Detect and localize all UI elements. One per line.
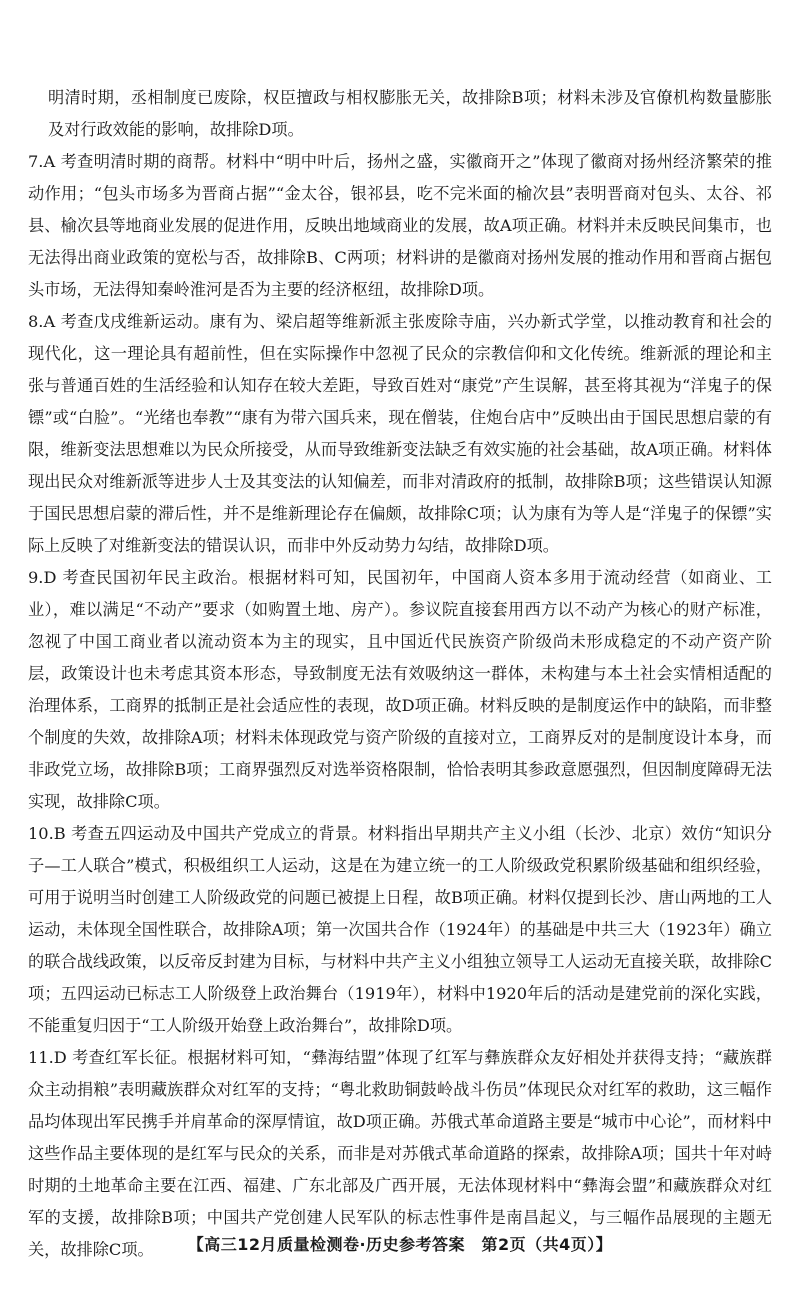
answer-9 [28,562,772,818]
answer-7 [28,146,772,306]
answer-10 [28,818,772,1042]
answer-8 [28,306,772,562]
top-continuation: 明清时期，丞相制度已废除，权臣擅政与相权膨胀无关，故排除B项；材料未涉及官僚机构数量膨胀及对行政效能的影响，故排除D项。 [48,88,772,139]
answer-8-text: 考查戊戌维新运动。康有为、梁启超等维新派主张废除寺庙，兴办新式学堂，以推动教育和社会的现代化，这一理论具有超前性，但在实际操作中忽视了民众的宗教信仰和文化传统。维新派的理论和主张与普通百姓的生活经验和认知存在较大差距，导致百姓对“康党”产生误解，甚至将其视为“洋鬼子的保镖”或“白脸”。“光绪也奉教”“康有为带六国兵来，现在僧装，住炮台店中”反映出由于国民思想启蒙的有限，维新变法思想难以为民众所接受，从而导致维新变法缺乏有效实施的社会基础，故A项正确。材料体现出民众对维新派等进步人士及其变法的认知偏差，而非对清政府的抵制，故排除B项；这些错误认知源于国民思想启蒙的滞后性，并不是维新理论存在偏颇，故排除C项；认为康有为等人是“洋鬼子的保镖”实际上反映了对维新变法的错误认识，而非中外反动势力勾结，故排除D项。 [28,312,772,555]
answer-10-label: 10.B [28,824,66,843]
answer-9-text: 考查民国初年民主政治。根据材料可知，民国初年，中国商人资本多用于流动经营（如商业、工业），难以满足“不动产”要求（如购置土地、房产）。参议院直接套用西方以不动产为核心的财产标准，忽视了中国工商业者以流动资本为主的现实，且中国近代民族资产阶级尚未形成稳定的不动产资产阶层，政策设计也未考虑其资本形态，导致制度无法有效吸纳这一群体，未构建与本土社会实情相适配的治理体系，工商界的抵制正是社会适应性的表现，故D项正确。材料反映的是制度运作中的缺陷，而非整个制度的失效，故排除A项；材料未体现政党与资产阶级的直接对立，工商界反对的是制度设计本身，而非政党立场，故排除B项；工商界强烈反对选举资格限制，恰恰表明其参政意愿强烈，但因制度障碍无法实现，故排除C项。 [28,568,772,811]
page-footer: 【高三12月质量检测卷·历史参考答案 第2页（共4页）】 [187,1235,613,1254]
answer-9-label: 9.D [28,568,57,587]
answer-11-label: 11.D [28,1048,67,1067]
answer-7-label: 7.A [28,152,56,171]
answer-7-text: 考查明清时期的商帮。材料中“明中叶后，扬州之盛，实徽商开之”体现了徽商对扬州经济繁荣的推动作用；“包头市场多为晋商占据”“金太谷，银祁县，吃不完米面的榆次县”表明晋商对包头、太谷、祁县、榆次县等地商业发展的促进作用，反映出地域商业的发展，故A项正确。材料并未反映民间集市，也无法得出商业政策的宽松与否，故排除B、C两项；材料讲的是徽商对扬州发展的推动作用和晋商占据包头市场，无法得知秦岭淮河是否为主要的经济枢纽，故排除D项。 [28,152,772,299]
answer-10-text: 考查五四运动及中国共产党成立的背景。材料指出早期共产主义小组（长沙、北京）效仿“知识分子—工人联合”模式，积极组织工人运动，这是在为建立统一的工人阶级政党积累阶级基础和组织经验，可用于说明当时创建工人阶级政党的问题已被提上日程，故B项正确。材料仅提到长沙、唐山两地的工人运动，未体现全国性联合，故排除A项；第一次国共合作（1924年）的基础是中共三大（1923年）确立的联合战线政策，以反帝反封建为目标，与材料中共产主义小组独立领导工人运动无直接关联，故排除C项；五四运动已标志工人阶级登上政治舞台（1919年），材料中1920年后的活动是建党前的深化实践，不能重复归因于“工人阶级开始登上政治舞台”，故排除D项。 [28,824,772,1035]
answer-11-text: 考查红军长征。根据材料可知，“彝海结盟”体现了红军与彝族群众友好相处并获得支持；“藏族群众主动捐粮”表明藏族群众对红军的支持；“粤北救助铜鼓岭战斗伤员”体现民众对红军的救助，这三幅作品均体现出军民携手并肩革命的深厚情谊，故D项正确。苏俄式革命道路主要是“城市中心论”，而材料中这些作品主要体现的是红军与民众的关系，而非是对苏俄式革命道路的探索，故排除A项；国共十年对峙时期的土地革命主要在江西、福建、广东北部及广西开展，无法体现材料中“彝海会盟”和藏族群众对红军的支援，故排除B项；中国共产党创建人民军队的标志性事件是南昌起义，与三幅作品展现的主题无关，故排除C项。 [28,1048,772,1259]
answer-8-label: 8.A [28,312,56,331]
answer-page [28,82,772,1266]
